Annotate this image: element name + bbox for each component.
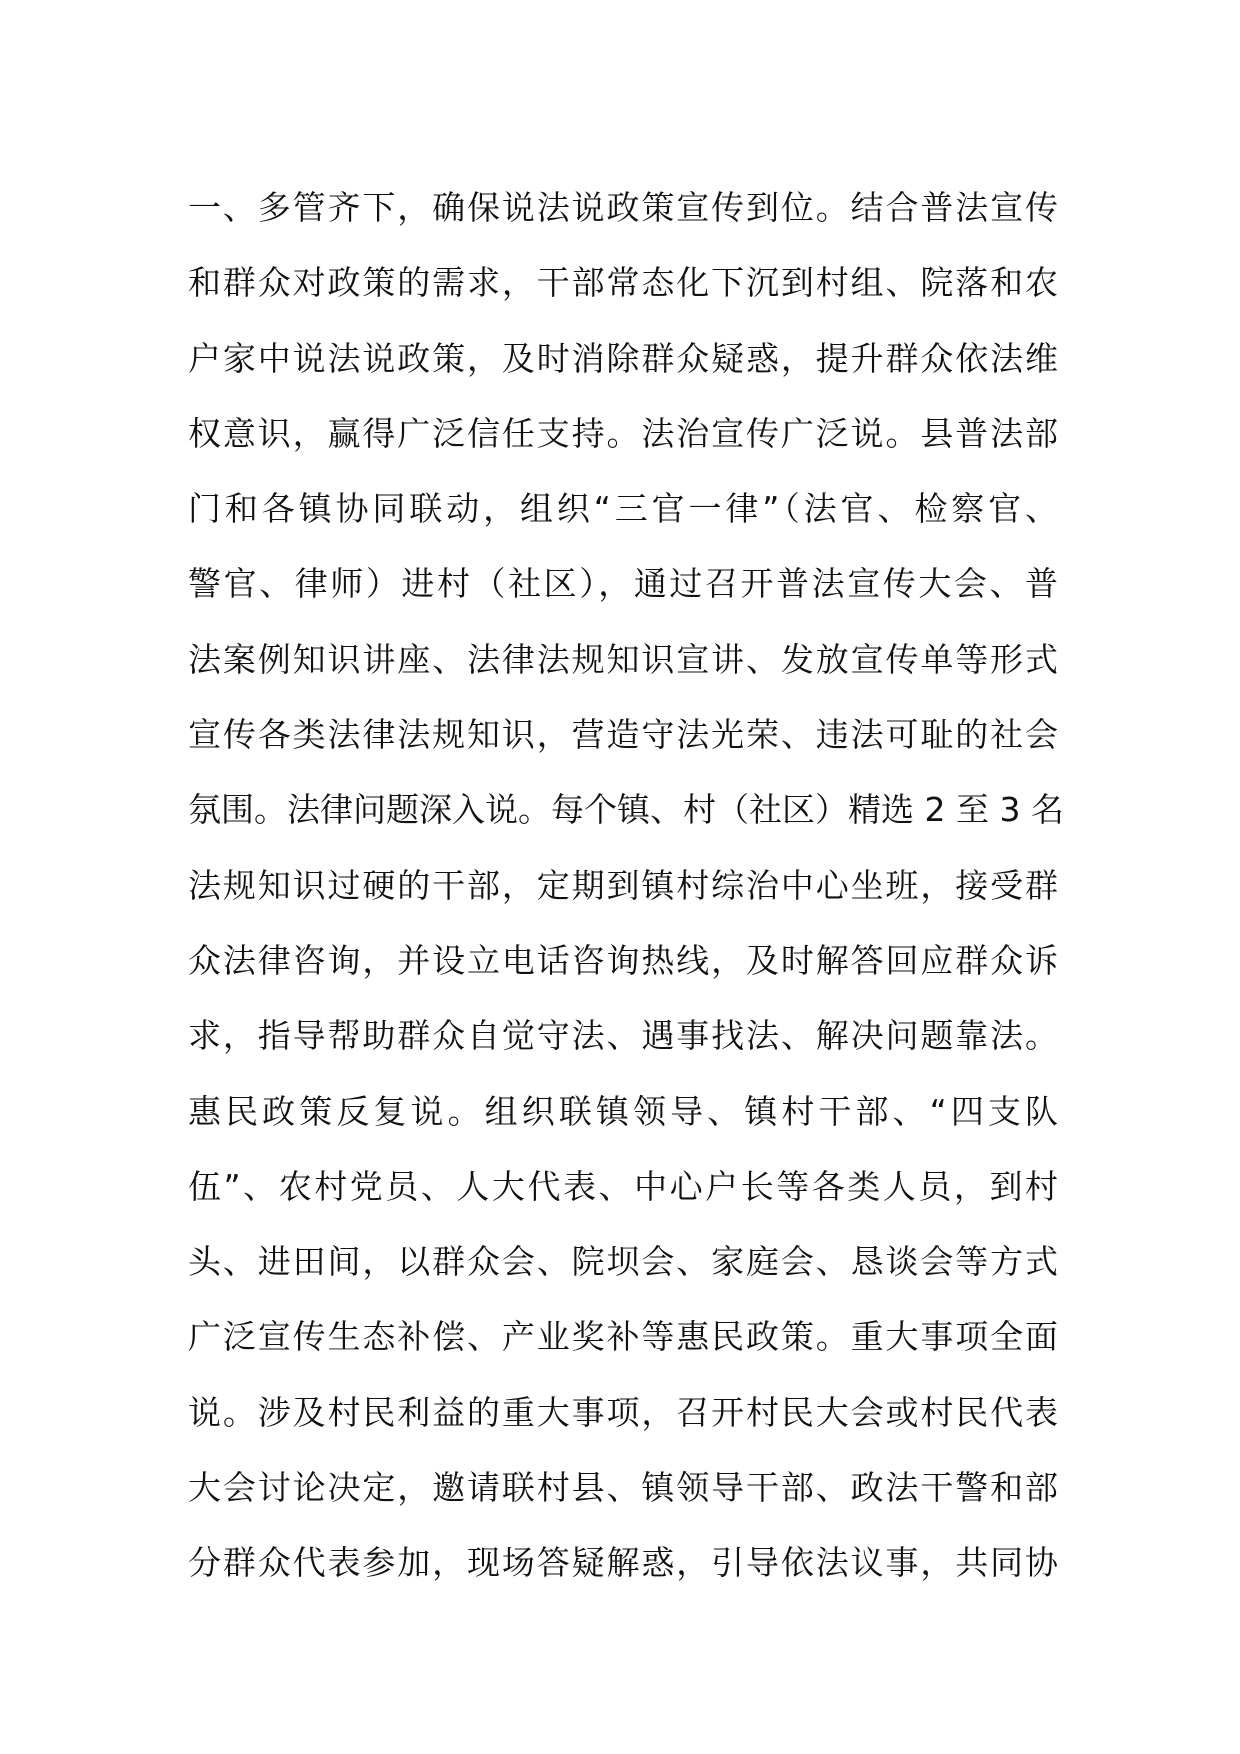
text-line: 分群众代表参加，现场答疑解惑，引导依法议事，共同协: [188, 1543, 1058, 1583]
text-line: 众法律咨询，并设立电话咨询热线，及时解答回应群众诉: [188, 940, 1058, 980]
text-line: 法案例知识讲座、法律法规知识宣讲、发放宣传单等形式: [188, 639, 1058, 679]
text-line: 大会讨论决定，邀请联村县、镇领导干部、政法干警和部: [188, 1468, 1058, 1508]
text-line: 头、进田间，以群众会、院坝会、家庭会、恳谈会等方式: [188, 1242, 1058, 1282]
text-line: 门和各镇协同联动，组织“三官一律”（法官、检察官、: [188, 489, 1058, 529]
text-line: 求，指导帮助群众自觉守法、遇事找法、解决问题靠法。: [188, 1016, 1058, 1056]
text-line: 警官、律师）进村（社区），通过召开普法宣传大会、普: [188, 564, 1058, 604]
text-line: 和群众对政策的需求，干部常态化下沉到村组、院落和农: [188, 263, 1058, 303]
text-line: 广泛宣传生态补偿、产业奖补等惠民政策。重大事项全面: [188, 1317, 1058, 1357]
text-line: 一、多管齐下，确保说法说政策宣传到位。结合普法宣传: [188, 188, 1058, 227]
text-line: 宣传各类法律法规知识，营造守法光荣、违法可耻的社会: [188, 715, 1058, 755]
text-line: 权意识，赢得广泛信任支持。法治宣传广泛说。县普法部: [188, 413, 1058, 453]
body-paragraph: [188, 170, 1064, 1601]
text-line: 说。涉及村民利益的重大事项，召开村民大会或村民代表: [188, 1392, 1058, 1432]
text-line: 户家中说法说政策，及时消除群众疑惑，提升群众依法维: [188, 338, 1058, 378]
text-line: 惠民政策反复说。组织联镇领导、镇村干部、“四支队: [188, 1091, 1058, 1131]
text-line: 氛围。法律问题深入说。每个镇、村（社区）精选 2 至 3 名: [188, 790, 1064, 830]
text-line: 伍”、农村党员、人大代表、中心户长等各类人员，到村: [188, 1166, 1058, 1206]
text-line: 法规知识过硬的干部，定期到镇村综治中心坐班，接受群: [188, 865, 1058, 905]
